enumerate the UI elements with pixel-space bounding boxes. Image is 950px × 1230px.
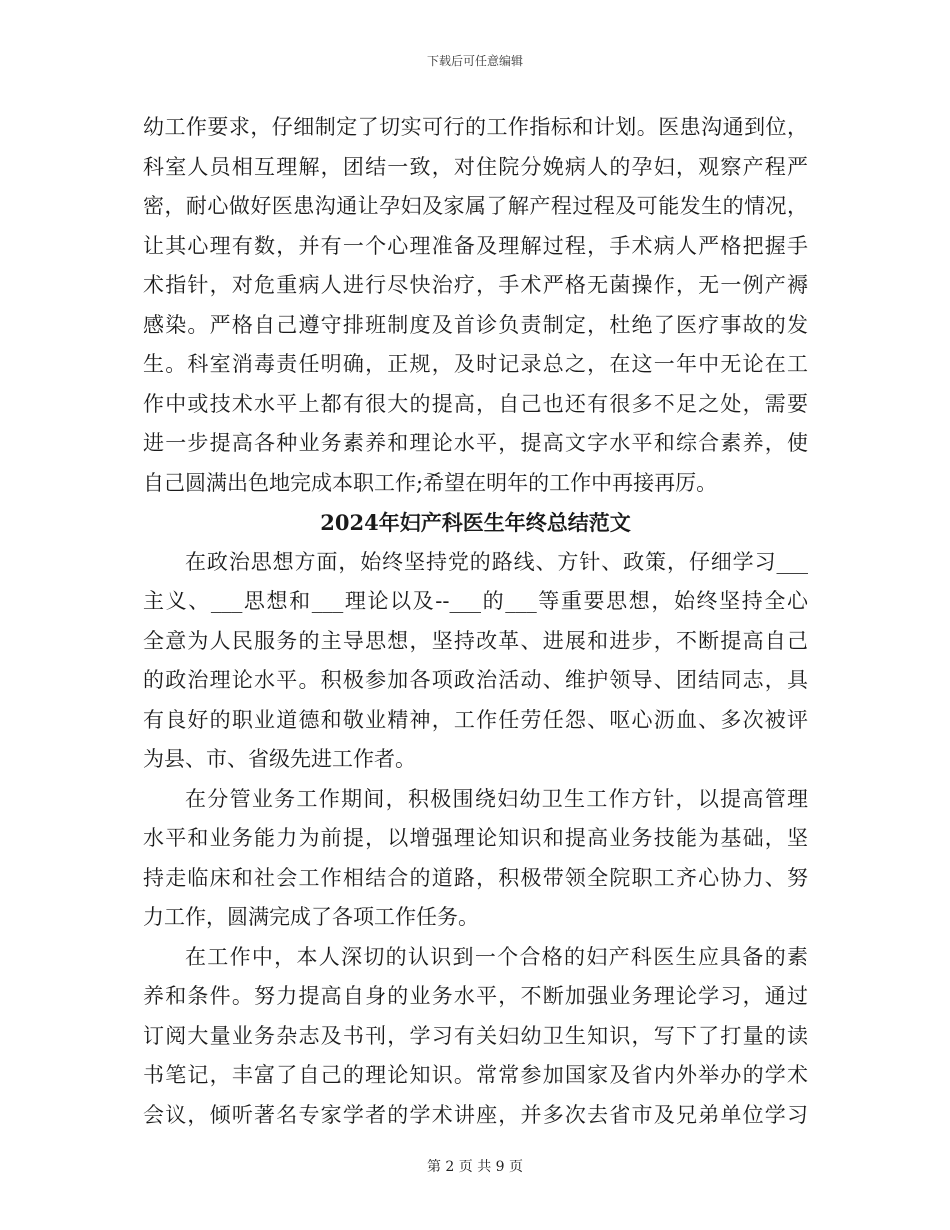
paragraph-work: [143, 938, 808, 1136]
text-line: 感染。严格自己遵守排班制度及首诊负责制定，杜绝了医疗事故的发: [143, 312, 808, 337]
text-line: 在分管业务工作期间，积极围绕妇幼卫生工作方针，以提高管理: [185, 786, 808, 811]
text-line: 为县、市、省级先进工作者。: [143, 747, 416, 771]
paragraph-politics: [143, 543, 808, 780]
text-line: 持走临床和社会工作相结合的道路，积极带领全院职工齐心协力、努: [143, 865, 808, 890]
page-header: 下载后可任意编辑: [426, 54, 523, 68]
text-line: 有良好的职业道德和敬业精神，工作任劳任怨、呕心沥血、多次被评: [143, 707, 808, 732]
text-line: 在工作中，本人深切的认识到一个合格的妇产科医生应具备的素: [185, 944, 808, 969]
document-body: [143, 108, 808, 1135]
page-number: 第 2 页 共 9 页: [426, 1159, 524, 1175]
text-line: 书笔记，丰富了自己的理论知识。常常参加国家及省内外举办的学术: [143, 1063, 808, 1087]
section-title: 2024年妇产科医生年终总结范文: [320, 510, 631, 535]
text-line: 幼工作要求，仔细制定了切实可行的工作指标和计划。医患沟通到位，: [143, 115, 808, 139]
text-line: 订阅大量业务杂志及书刊，学习有关妇幼卫生知识，写下了打量的读: [143, 1023, 808, 1048]
text-line: 自己圆满出色地完成本职工作;希望在明年的工作中再接再厉。: [143, 470, 718, 495]
text-line: 全意为人民服务的主导思想，坚持改革、进展和进步，不断提高自己: [143, 628, 808, 653]
text-line: 科室人员相互理解，团结一致，对住院分娩病人的孕妇，观察产程严: [143, 154, 808, 179]
text-line: 作中或技术水平上都有很大的提高，自己也还有很多不足之处，需要: [143, 391, 808, 416]
text-line: 在政治思想方面，始终坚持党的路线、方针、政策，仔细学习___: [185, 549, 808, 574]
text-line: 密，耐心做好医患沟通让孕妇及家属了解产程过程及可能发生的情况，: [143, 194, 808, 218]
text-line: 水平和业务能力为前提，以增强理论知识和提高业务技能为基础，坚: [143, 826, 808, 850]
text-line: 会议，倾听著名专家学者的学术讲座，并多次去省市及兄弟单位学习: [143, 1102, 808, 1127]
text-line: 让其心理有数，并有一个心理准备及理解过程，手术病人严格把握手: [143, 233, 808, 258]
text-line: 进一步提高各种业务素养和理论水平，提高文字水平和综合素养，使: [143, 431, 808, 455]
text-line: 术指针，对危重病人进行尽快治疗，手术严格无菌操作，无一例产褥: [143, 273, 808, 297]
paragraph-management: [143, 780, 808, 938]
text-line: 养和条件。努力提高自身的业务水平，不断加强业务理论学习，通过: [143, 984, 808, 1008]
text-line: 力工作，圆满完成了各项工作任务。: [143, 905, 479, 929]
paragraph-continuation: [143, 108, 808, 503]
text-line: 主义、___思想和___理论以及--___的___等重要思想，始终坚持全心: [143, 589, 808, 613]
text-line: 的政治理论水平。积极参加各项政治活动、维护领导、团结同志，具: [143, 668, 808, 692]
text-line: 生。科室消毒责任明确，正规，及时记录总之，在这一年中无论在工: [143, 352, 808, 376]
